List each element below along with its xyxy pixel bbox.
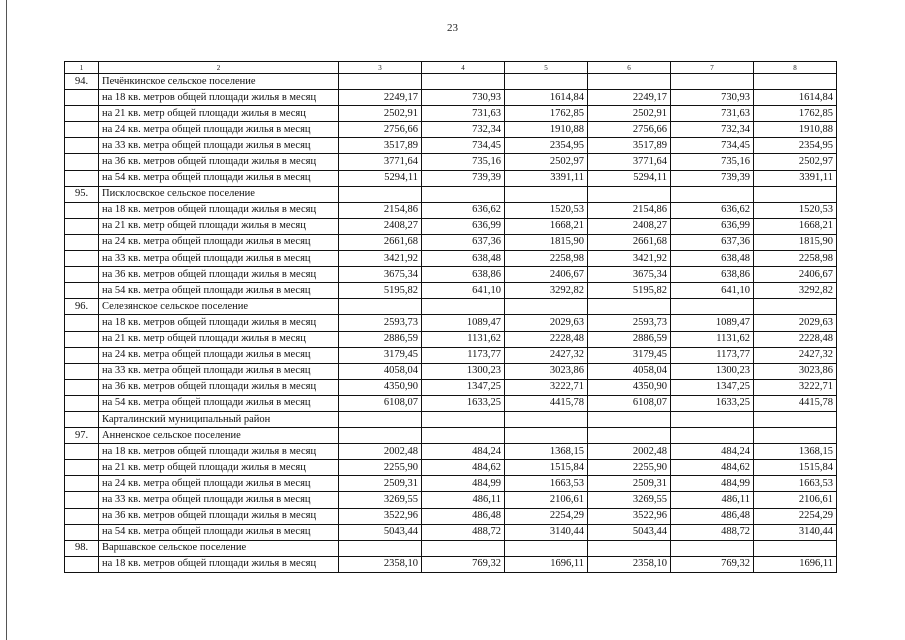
- row-number-empty: [65, 347, 99, 363]
- value-cell: 3140,44: [754, 524, 837, 540]
- value-cell: 1520,53: [754, 202, 837, 218]
- value-cell: 2354,95: [505, 138, 588, 154]
- value-cell: 3421,92: [339, 251, 422, 267]
- empty-cell: [339, 428, 422, 444]
- value-cell: 2661,68: [588, 234, 671, 250]
- table-row: [65, 267, 837, 283]
- value-cell: 731,63: [671, 106, 754, 122]
- row-number-empty: [65, 508, 99, 524]
- column-number: 2: [99, 62, 339, 74]
- value-cell: 638,86: [671, 267, 754, 283]
- group-row: [65, 428, 837, 444]
- scan-edge-line: [6, 0, 7, 640]
- value-cell: 1300,23: [671, 363, 754, 379]
- value-cell: 3140,44: [505, 524, 588, 540]
- value-cell: 2249,17: [339, 90, 422, 106]
- value-cell: 2502,91: [339, 106, 422, 122]
- empty-cell: [422, 540, 505, 556]
- value-cell: 2002,48: [588, 444, 671, 460]
- empty-cell: [588, 186, 671, 202]
- value-cell: 3517,89: [339, 138, 422, 154]
- area-description: на 54 кв. метра общей площади жилья в месяц: [99, 395, 339, 411]
- area-description: на 24 кв. метра общей площади жилья в месяц: [99, 122, 339, 138]
- area-description: на 18 кв. метров общей площади жилья в месяц: [99, 556, 339, 572]
- group-row: [65, 411, 837, 427]
- row-number-empty: [65, 556, 99, 572]
- row-number-empty: [65, 476, 99, 492]
- value-cell: 2258,98: [505, 251, 588, 267]
- value-cell: 4415,78: [505, 395, 588, 411]
- value-cell: 732,34: [422, 122, 505, 138]
- row-number-empty: [65, 363, 99, 379]
- column-number: 6: [588, 62, 671, 74]
- row-number-empty: [65, 202, 99, 218]
- value-cell: 636,99: [671, 218, 754, 234]
- row-number-empty: [65, 267, 99, 283]
- empty-cell: [671, 411, 754, 427]
- value-cell: 2154,86: [339, 202, 422, 218]
- area-description: на 24 кв. метра общей площади жилья в месяц: [99, 476, 339, 492]
- value-cell: 730,93: [422, 90, 505, 106]
- empty-cell: [339, 299, 422, 315]
- value-cell: 3391,11: [754, 170, 837, 186]
- area-description: на 21 кв. метр общей площади жилья в месяц: [99, 460, 339, 476]
- area-description: на 54 кв. метра общей площади жилья в месяц: [99, 170, 339, 186]
- table-row: [65, 315, 837, 331]
- empty-cell: [671, 74, 754, 90]
- value-cell: 2255,90: [588, 460, 671, 476]
- value-cell: 731,63: [422, 106, 505, 122]
- empty-cell: [754, 411, 837, 427]
- value-cell: 2029,63: [754, 315, 837, 331]
- value-cell: 1368,15: [505, 444, 588, 460]
- row-number-empty: [65, 283, 99, 299]
- value-cell: 3292,82: [754, 283, 837, 299]
- value-cell: 769,32: [671, 556, 754, 572]
- area-description: на 33 кв. метра общей площади жилья в месяц: [99, 492, 339, 508]
- value-cell: 1131,62: [671, 331, 754, 347]
- value-cell: 4058,04: [339, 363, 422, 379]
- column-number: 3: [339, 62, 422, 74]
- empty-cell: [754, 428, 837, 444]
- column-number: 7: [671, 62, 754, 74]
- value-cell: 1815,90: [754, 234, 837, 250]
- value-cell: 638,86: [422, 267, 505, 283]
- empty-cell: [671, 299, 754, 315]
- empty-cell: [671, 186, 754, 202]
- value-cell: 484,99: [671, 476, 754, 492]
- value-cell: 1696,11: [505, 556, 588, 572]
- value-cell: 1910,88: [754, 122, 837, 138]
- area-description: на 21 кв. метр общей площади жилья в месяц: [99, 106, 339, 122]
- value-cell: 1633,25: [422, 395, 505, 411]
- area-description: на 18 кв. метров общей площади жилья в месяц: [99, 315, 339, 331]
- row-number-empty: [65, 154, 99, 170]
- area-description: на 54 кв. метра общей площади жилья в месяц: [99, 524, 339, 540]
- empty-cell: [754, 540, 837, 556]
- table-row: [65, 379, 837, 395]
- settlement-name: Анненское сельское поселение: [99, 428, 339, 444]
- empty-cell: [505, 74, 588, 90]
- value-cell: 730,93: [671, 90, 754, 106]
- value-cell: 641,10: [422, 283, 505, 299]
- page-number: 23: [447, 22, 458, 34]
- empty-cell: [339, 186, 422, 202]
- table-row: [65, 331, 837, 347]
- table-row: [65, 202, 837, 218]
- empty-cell: [339, 540, 422, 556]
- row-number: 95.: [65, 186, 99, 202]
- value-cell: 637,36: [671, 234, 754, 250]
- value-cell: 2427,32: [505, 347, 588, 363]
- table-row: [65, 524, 837, 540]
- value-cell: 2358,10: [339, 556, 422, 572]
- area-description: на 18 кв. метров общей площади жилья в месяц: [99, 90, 339, 106]
- value-cell: 2408,27: [339, 218, 422, 234]
- empty-cell: [754, 74, 837, 90]
- empty-cell: [422, 299, 505, 315]
- column-number-row: [65, 62, 837, 74]
- empty-cell: [588, 299, 671, 315]
- empty-cell: [588, 411, 671, 427]
- empty-cell: [754, 186, 837, 202]
- area-description: на 21 кв. метр общей площади жилья в месяц: [99, 331, 339, 347]
- value-cell: 484,24: [671, 444, 754, 460]
- value-cell: 1668,21: [754, 218, 837, 234]
- empty-cell: [671, 428, 754, 444]
- table-row: [65, 395, 837, 411]
- table-row: [65, 90, 837, 106]
- value-cell: 3023,86: [505, 363, 588, 379]
- value-cell: 1347,25: [671, 379, 754, 395]
- table-row: [65, 218, 837, 234]
- column-number: 8: [754, 62, 837, 74]
- empty-cell: [754, 299, 837, 315]
- value-cell: 3675,34: [588, 267, 671, 283]
- row-number: 98.: [65, 540, 99, 556]
- table-row: [65, 283, 837, 299]
- value-cell: 5195,82: [339, 283, 422, 299]
- settlement-name: Селезянское сельское поселение: [99, 299, 339, 315]
- value-cell: 1173,77: [422, 347, 505, 363]
- area-description: на 24 кв. метра общей площади жилья в месяц: [99, 347, 339, 363]
- row-number-empty: [65, 122, 99, 138]
- area-description: на 21 кв. метр общей площади жилья в месяц: [99, 218, 339, 234]
- value-cell: 636,62: [671, 202, 754, 218]
- value-cell: 2502,97: [505, 154, 588, 170]
- value-cell: 5294,11: [339, 170, 422, 186]
- area-description: на 36 кв. метров общей площади жилья в месяц: [99, 379, 339, 395]
- value-cell: 2593,73: [339, 315, 422, 331]
- value-cell: 486,48: [422, 508, 505, 524]
- value-cell: 4350,90: [339, 379, 422, 395]
- empty-cell: [505, 428, 588, 444]
- value-cell: 488,72: [671, 524, 754, 540]
- value-cell: 2756,66: [588, 122, 671, 138]
- area-description: на 36 кв. метров общей площади жилья в месяц: [99, 508, 339, 524]
- row-number: 96.: [65, 299, 99, 315]
- table-row: [65, 556, 837, 572]
- empty-cell: [505, 411, 588, 427]
- empty-cell: [339, 74, 422, 90]
- empty-cell: [422, 186, 505, 202]
- value-cell: 484,62: [671, 460, 754, 476]
- settlement-name: Писклосвское сельское поселение: [99, 186, 339, 202]
- value-cell: 3675,34: [339, 267, 422, 283]
- value-cell: 2154,86: [588, 202, 671, 218]
- value-cell: 2228,48: [754, 331, 837, 347]
- value-cell: 2106,61: [754, 492, 837, 508]
- area-description: на 18 кв. метров общей площади жилья в месяц: [99, 444, 339, 460]
- value-cell: 638,48: [422, 251, 505, 267]
- tariff-table: [64, 61, 837, 573]
- table-row: [65, 460, 837, 476]
- value-cell: 486,48: [671, 508, 754, 524]
- value-cell: 2509,31: [588, 476, 671, 492]
- value-cell: 2756,66: [339, 122, 422, 138]
- value-cell: 2408,27: [588, 218, 671, 234]
- value-cell: 1515,84: [505, 460, 588, 476]
- value-cell: 2886,59: [588, 331, 671, 347]
- value-cell: 6108,07: [588, 395, 671, 411]
- empty-cell: [671, 540, 754, 556]
- value-cell: 1815,90: [505, 234, 588, 250]
- row-number-empty: [65, 379, 99, 395]
- row-number-empty: [65, 524, 99, 540]
- row-number-empty: [65, 395, 99, 411]
- settlement-name: Варшавское сельское поселение: [99, 540, 339, 556]
- value-cell: 3222,71: [754, 379, 837, 395]
- value-cell: 486,11: [422, 492, 505, 508]
- value-cell: 2593,73: [588, 315, 671, 331]
- area-description: на 33 кв. метра общей площади жилья в месяц: [99, 251, 339, 267]
- empty-cell: [505, 540, 588, 556]
- value-cell: 735,16: [671, 154, 754, 170]
- area-description: на 18 кв. метров общей площади жилья в месяц: [99, 202, 339, 218]
- row-number: 97.: [65, 428, 99, 444]
- row-number-empty: [65, 218, 99, 234]
- empty-cell: [588, 74, 671, 90]
- value-cell: 1131,62: [422, 331, 505, 347]
- value-cell: 641,10: [671, 283, 754, 299]
- empty-cell: [422, 74, 505, 90]
- area-description: на 33 кв. метра общей площади жилья в месяц: [99, 138, 339, 154]
- value-cell: 1520,53: [505, 202, 588, 218]
- table-row: [65, 347, 837, 363]
- empty-cell: [588, 540, 671, 556]
- value-cell: 2358,10: [588, 556, 671, 572]
- value-cell: 1762,85: [505, 106, 588, 122]
- value-cell: 636,62: [422, 202, 505, 218]
- value-cell: 1089,47: [422, 315, 505, 331]
- value-cell: 2029,63: [505, 315, 588, 331]
- row-number-empty: [65, 444, 99, 460]
- value-cell: 636,99: [422, 218, 505, 234]
- value-cell: 2406,67: [754, 267, 837, 283]
- value-cell: 734,45: [671, 138, 754, 154]
- empty-cell: [588, 428, 671, 444]
- empty-cell: [505, 186, 588, 202]
- table-row: [65, 492, 837, 508]
- value-cell: 1663,53: [754, 476, 837, 492]
- value-cell: 3222,71: [505, 379, 588, 395]
- row-number: [65, 411, 99, 427]
- group-row: [65, 540, 837, 556]
- column-number: 4: [422, 62, 505, 74]
- row-number-empty: [65, 492, 99, 508]
- value-cell: 1633,25: [671, 395, 754, 411]
- area-description: на 36 кв. метров общей площади жилья в месяц: [99, 267, 339, 283]
- table-body: [65, 62, 837, 573]
- value-cell: 1089,47: [671, 315, 754, 331]
- group-row: [65, 186, 837, 202]
- table-row: [65, 251, 837, 267]
- area-description: на 36 кв. метров общей площади жилья в месяц: [99, 154, 339, 170]
- value-cell: 3269,55: [339, 492, 422, 508]
- value-cell: 2106,61: [505, 492, 588, 508]
- value-cell: 2255,90: [339, 460, 422, 476]
- settlement-name: Печёнкинское сельское поселение: [99, 74, 339, 90]
- value-cell: 2509,31: [339, 476, 422, 492]
- table-row: [65, 476, 837, 492]
- value-cell: 4058,04: [588, 363, 671, 379]
- empty-cell: [422, 428, 505, 444]
- table-row: [65, 122, 837, 138]
- value-cell: 2406,67: [505, 267, 588, 283]
- value-cell: 739,39: [422, 170, 505, 186]
- value-cell: 2354,95: [754, 138, 837, 154]
- value-cell: 1614,84: [505, 90, 588, 106]
- value-cell: 1347,25: [422, 379, 505, 395]
- value-cell: 2002,48: [339, 444, 422, 460]
- table-row: [65, 106, 837, 122]
- value-cell: 484,24: [422, 444, 505, 460]
- value-cell: 2661,68: [339, 234, 422, 250]
- value-cell: 3771,64: [339, 154, 422, 170]
- value-cell: 2427,32: [754, 347, 837, 363]
- value-cell: 2258,98: [754, 251, 837, 267]
- value-cell: 3522,96: [588, 508, 671, 524]
- value-cell: 1515,84: [754, 460, 837, 476]
- value-cell: 734,45: [422, 138, 505, 154]
- value-cell: 3269,55: [588, 492, 671, 508]
- row-number-empty: [65, 251, 99, 267]
- settlement-name: Карталинский муниципальный район: [99, 411, 339, 427]
- row-number-empty: [65, 315, 99, 331]
- value-cell: 5195,82: [588, 283, 671, 299]
- value-cell: 486,11: [671, 492, 754, 508]
- row-number-empty: [65, 234, 99, 250]
- value-cell: 1696,11: [754, 556, 837, 572]
- row-number-empty: [65, 331, 99, 347]
- value-cell: 1668,21: [505, 218, 588, 234]
- value-cell: 6108,07: [339, 395, 422, 411]
- value-cell: 732,34: [671, 122, 754, 138]
- table-row: [65, 444, 837, 460]
- value-cell: 3179,45: [588, 347, 671, 363]
- table-row: [65, 234, 837, 250]
- value-cell: 4350,90: [588, 379, 671, 395]
- value-cell: 5043,44: [339, 524, 422, 540]
- value-cell: 739,39: [671, 170, 754, 186]
- row-number-empty: [65, 138, 99, 154]
- column-number: 5: [505, 62, 588, 74]
- value-cell: 1614,84: [754, 90, 837, 106]
- value-cell: 1910,88: [505, 122, 588, 138]
- row-number-empty: [65, 170, 99, 186]
- row-number-empty: [65, 460, 99, 476]
- value-cell: 2886,59: [339, 331, 422, 347]
- value-cell: 5043,44: [588, 524, 671, 540]
- table-row: [65, 138, 837, 154]
- area-description: на 54 кв. метра общей площади жилья в месяц: [99, 283, 339, 299]
- area-description: на 33 кв. метра общей площади жилья в месяц: [99, 363, 339, 379]
- value-cell: 1368,15: [754, 444, 837, 460]
- value-cell: 638,48: [671, 251, 754, 267]
- value-cell: 5294,11: [588, 170, 671, 186]
- value-cell: 2254,29: [754, 508, 837, 524]
- value-cell: 3292,82: [505, 283, 588, 299]
- table-row: [65, 363, 837, 379]
- empty-cell: [339, 411, 422, 427]
- value-cell: 1300,23: [422, 363, 505, 379]
- area-description: на 24 кв. метра общей площади жилья в месяц: [99, 234, 339, 250]
- value-cell: 3391,11: [505, 170, 588, 186]
- value-cell: 3023,86: [754, 363, 837, 379]
- value-cell: 3771,64: [588, 154, 671, 170]
- value-cell: 4415,78: [754, 395, 837, 411]
- value-cell: 2502,97: [754, 154, 837, 170]
- value-cell: 2254,29: [505, 508, 588, 524]
- value-cell: 484,99: [422, 476, 505, 492]
- value-cell: 3522,96: [339, 508, 422, 524]
- value-cell: 1762,85: [754, 106, 837, 122]
- value-cell: 488,72: [422, 524, 505, 540]
- empty-cell: [505, 299, 588, 315]
- value-cell: 3179,45: [339, 347, 422, 363]
- value-cell: 3517,89: [588, 138, 671, 154]
- value-cell: 1663,53: [505, 476, 588, 492]
- column-number: 1: [65, 62, 99, 74]
- value-cell: 2228,48: [505, 331, 588, 347]
- table-row: [65, 170, 837, 186]
- value-cell: 735,16: [422, 154, 505, 170]
- value-cell: 3421,92: [588, 251, 671, 267]
- value-cell: 637,36: [422, 234, 505, 250]
- empty-cell: [422, 411, 505, 427]
- group-row: [65, 74, 837, 90]
- table-row: [65, 154, 837, 170]
- group-row: [65, 299, 837, 315]
- row-number: 94.: [65, 74, 99, 90]
- value-cell: 2249,17: [588, 90, 671, 106]
- value-cell: 1173,77: [671, 347, 754, 363]
- value-cell: 2502,91: [588, 106, 671, 122]
- value-cell: 484,62: [422, 460, 505, 476]
- row-number-empty: [65, 90, 99, 106]
- row-number-empty: [65, 106, 99, 122]
- table-row: [65, 508, 837, 524]
- value-cell: 769,32: [422, 556, 505, 572]
